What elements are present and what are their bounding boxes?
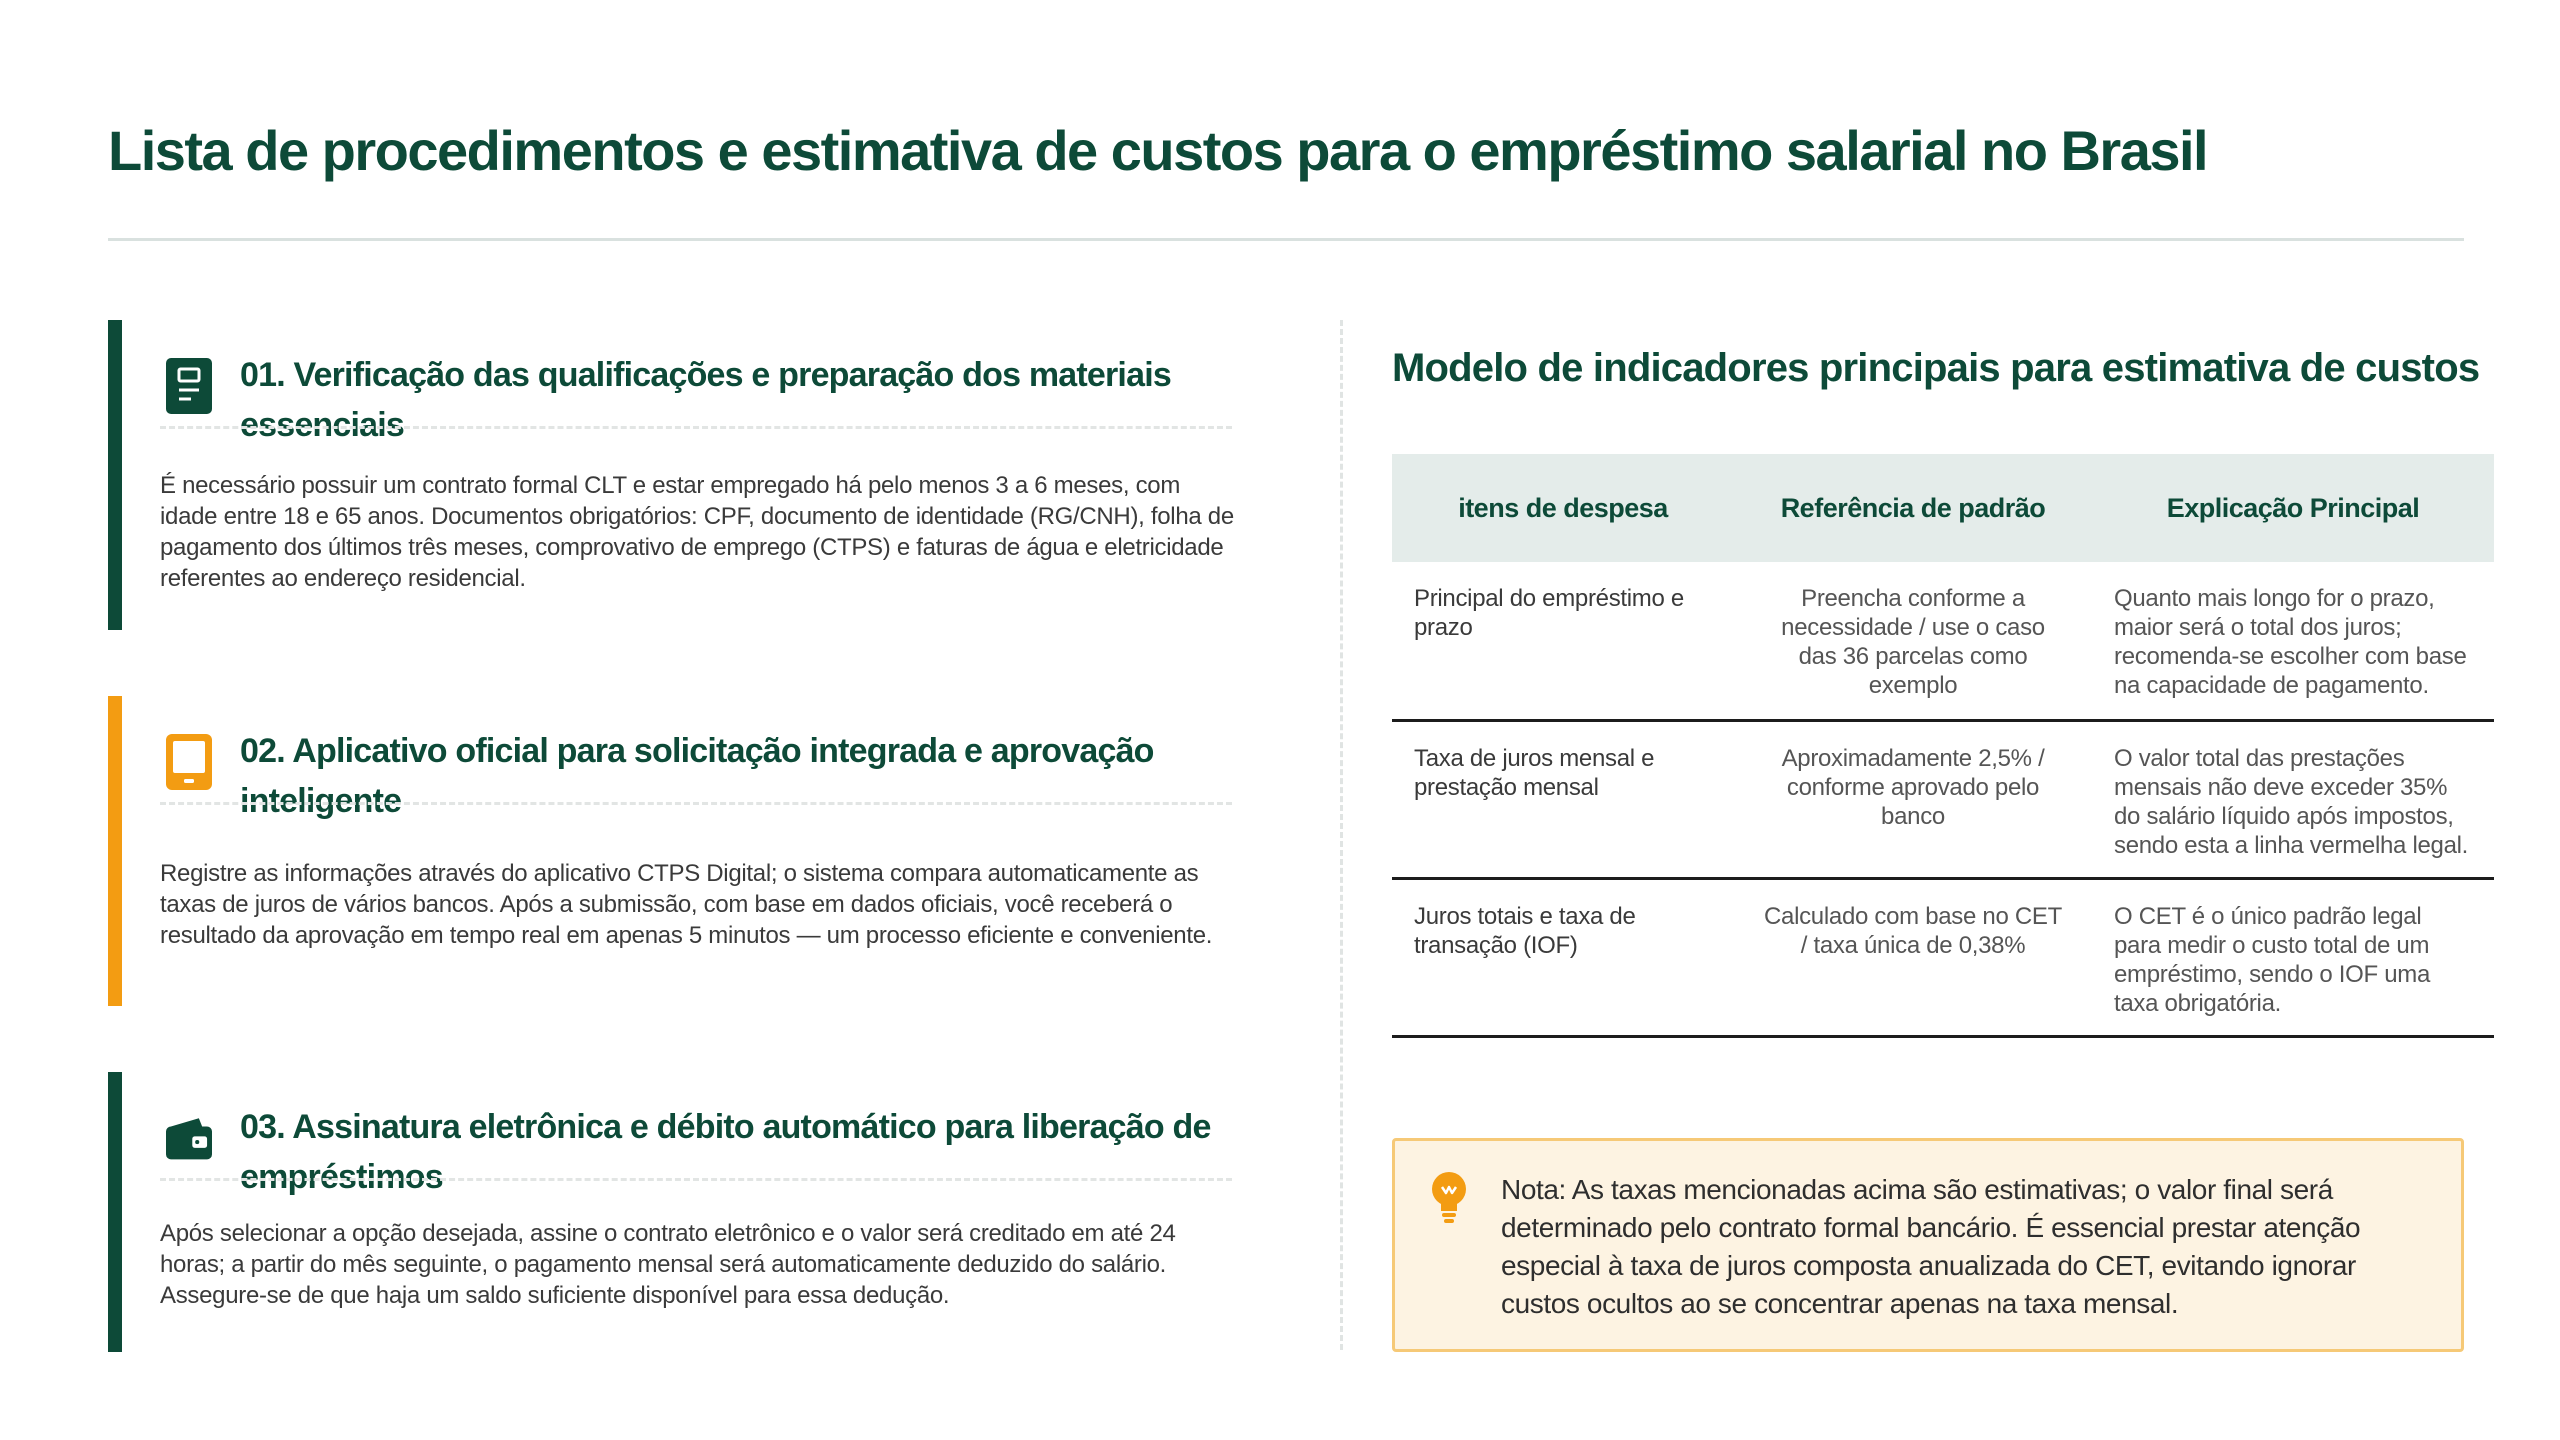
step-card-1 [108,320,1258,630]
expense-item-cell: Juros totais e taxa de transação (IOF) [1392,878,1734,1036]
column-divider [1340,320,1343,1350]
step-accent-bar [108,320,122,630]
expense-item-cell: Taxa de juros mensal e prestação mensal [1392,720,1734,878]
reference-cell: Preencha conforme a necessidade / use o caso das 36 parcelas como exemplo [1734,562,2092,720]
step-card-2 [108,696,1258,1006]
page-title: Lista de procedimentos e estimativa de custos para o empréstimo salarial no Brasil [108,119,2208,182]
note-box [1392,1138,2464,1352]
step-heading: 01. Verificação das qualificações e preparação dos materiais essenciais [240,356,1171,444]
step-card-3 [108,1072,1258,1352]
tablet-icon [166,734,212,790]
column-header: Explicação Principal [2092,454,2494,562]
table-row [1392,878,2494,1036]
note-text: Nota: As taxas mencionadas acima são estimativas; o valor final será determinado pelo contrato formal bancário. É essencial prestar atenção especial à taxa de juros composta anualizada do CET, evitando ignorar custos ocultos ao se concentrar apenas na taxa mensal. [1501,1174,2361,1319]
step-heading: 03. Assinatura eletrônica e débito automático para liberação de empréstimos [240,1108,1211,1196]
explanation-cell: O valor total das prestações mensais não deve exceder 35% do salário líquido após impostos, sendo esta a linha vermelha legal. [2092,720,2494,878]
reference-cell: Aproximadamente 2,5% / conforme aprovado pelo banco [1734,720,2092,878]
expense-item-cell: Principal do empréstimo e prazo [1392,562,1734,720]
step-accent-bar [108,696,122,1006]
table-row [1392,720,2494,878]
table-row [1392,562,2494,720]
lightbulb-icon [1429,1171,1469,1223]
step-separator [160,1178,1232,1181]
step-description: É necessário possuir um contrato formal CLT e estar empregado há pelo menos 3 a 6 meses, com idade entre 18 e 65 anos. Documentos obrigatórios: CPF, documento de identidade (RG/CNH), folha de pagamento dos últimos três meses, comprovativo de emprego (CTPS) e faturas de água e eletricidade referentes ao endereço residencial. [160,472,1234,592]
document-icon [166,358,212,414]
step-accent-bar [108,1072,122,1352]
step-heading: 02. Aplicativo oficial para solicitação integrada e aprovação inteligente [240,732,1154,820]
explanation-cell: O CET é o único padrão legal para medir o custo total de um empréstimo, sendo o IOF uma taxa obrigatória. [2092,878,2494,1036]
explanation-cell: Quanto mais longo for o prazo, maior será o total dos juros; recomenda-se escolher com base na capacidade de pagamento. [2092,562,2494,720]
step-description: Após selecionar a opção desejada, assine o contrato eletrônico e o valor será creditado em até 24 horas; a partir do mês seguinte, o pagamento mensal será automaticamente deduzido do salário. Assegure-se de que haja um saldo suficiente disponível para essa dedução. [160,1220,1176,1309]
indicators-title: Modelo de indicadores principais para estimativa de custos [1392,346,2480,390]
title-divider [108,238,2464,241]
table-header-row [1392,454,2494,562]
wallet-icon [166,1110,212,1166]
reference-cell: Calculado com base no CET / taxa única de 0,38% [1734,878,2092,1036]
step-separator [160,426,1232,429]
step-separator [160,802,1232,805]
step-description: Registre as informações através do aplicativo CTPS Digital; o sistema compara automaticamente as taxas de juros de vários bancos. Após a submissão, com base em dados oficiais, você receberá o resultado da aprovação em tempo real em apenas 5 minutos — um processo eficiente e conveniente. [160,860,1213,949]
column-header: Referência de padrão [1734,454,2092,562]
indicators-table [1392,454,2494,1038]
column-header: itens de despesa [1392,454,1734,562]
